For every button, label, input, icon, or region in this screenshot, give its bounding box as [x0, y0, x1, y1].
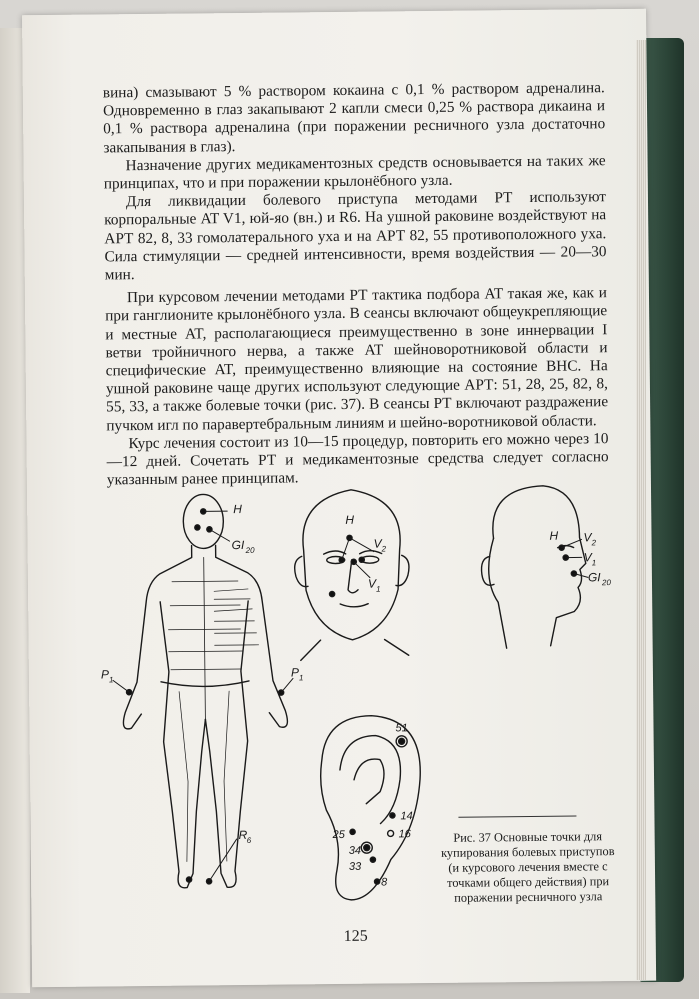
label-r6: R [238, 827, 248, 843]
label-gi-body: GI [231, 537, 245, 553]
paragraph-3: Для ликвидации болевого приступа методами РТ используют корпоральные AT V1, юй-яо (вн.) и R6. На ушной раковине воздействуют на АРТ 82, 8, 33 гомолатерального уха и на АРТ 82, 55 противоположного уха. Сила стимуляции — средней интенсивности, время воздействия — 20—30 мин. [104, 188, 607, 284]
profile-figure [481, 485, 589, 648]
label-v2-face-sub: 2 [381, 544, 387, 554]
ear-point-34: 34 [348, 844, 362, 857]
paragraph-4: При курсовом лечении методами РТ тактика подбора AT такая же, как и при ганглионите крылонёбного узла. В сеансы включают общеукрепляющие и местные AT, располагающиеся преимущественно в зоне иннервации I ветви тройничного нерва, а также AT шейноворотниковой области и специфические AT, преимущественно влияющие на состояние ВНС. На ушной раковине чаще других используют следующие АРТ: 51, 28, 25, 82, 8, 55, 33, а также болевые точки (рис. 37). В сеансы РТ включают раздражение пучком игл по паравертебральным линиям и шейно-воротниковой области. [105, 284, 609, 435]
label-h-profile: H [549, 528, 559, 543]
ear-point-8: 8 [381, 876, 388, 889]
paragraph-1: вина) смазывают 5 % раствором кокаина с 0,1 % раствором адреналина. Одновременно в глаз закапывают 2 капли смеси 0,25 % раствора дикаина и 0,1 % раствора адреналина (при поражении ресничного узла достаточно закапывания в глаз). [102, 79, 606, 157]
label-p1-right-sub: 1 [298, 673, 304, 683]
label-gi-profile: GI [587, 570, 601, 585]
ear-point-25: 25 [332, 828, 345, 842]
paragraph-2: Назначение других медикаментозных средств основывается на таких же принципах, что и при поражении крылонёбного узла. [103, 151, 606, 193]
page-edges [636, 40, 646, 980]
label-p1-left: P [100, 667, 110, 682]
page-number: 125 [343, 927, 368, 945]
label-gi-body-sub: 20 [245, 545, 255, 555]
label-h-body: H [233, 501, 242, 517]
ear-point-14: 14 [400, 810, 413, 823]
label-v1-profile: V [583, 550, 592, 565]
label-r6-sub: 6 [246, 835, 252, 845]
label-v1-profile-sub: 1 [591, 558, 597, 568]
body-figure [108, 493, 295, 888]
label-h-face: H [345, 512, 355, 527]
ear-point-16: 16 [398, 828, 411, 841]
label-v2-face: V [373, 536, 382, 551]
ear-point-33: 33 [348, 860, 362, 873]
book-page [22, 9, 656, 987]
label-v1-face-sub: 1 [375, 584, 381, 594]
figure-caption: Рис. 37 Основные точки для купирования болевых приступов (и курсового лечения вместе с точками общего действия) при поражении ресничного узла [440, 829, 615, 905]
ear-point-51: 51 [395, 722, 408, 735]
label-gi-profile-sub: 20 [601, 578, 611, 588]
label-v1-face: V [367, 576, 377, 591]
label-v2-profile: V [583, 530, 592, 545]
body-text [103, 79, 609, 490]
label-v2-profile-sub: 2 [591, 538, 597, 548]
paragraph-5: Курс лечения состоит из 10—15 процедур, повторить его можно через 10—12 дней. Сочетать РТ и медикаментозные средства следует согласно указанным ранее принципам. [106, 430, 609, 489]
label-p1-right: P [290, 665, 300, 680]
ear-figure [320, 715, 422, 900]
label-p1-left-sub: 1 [108, 675, 114, 685]
